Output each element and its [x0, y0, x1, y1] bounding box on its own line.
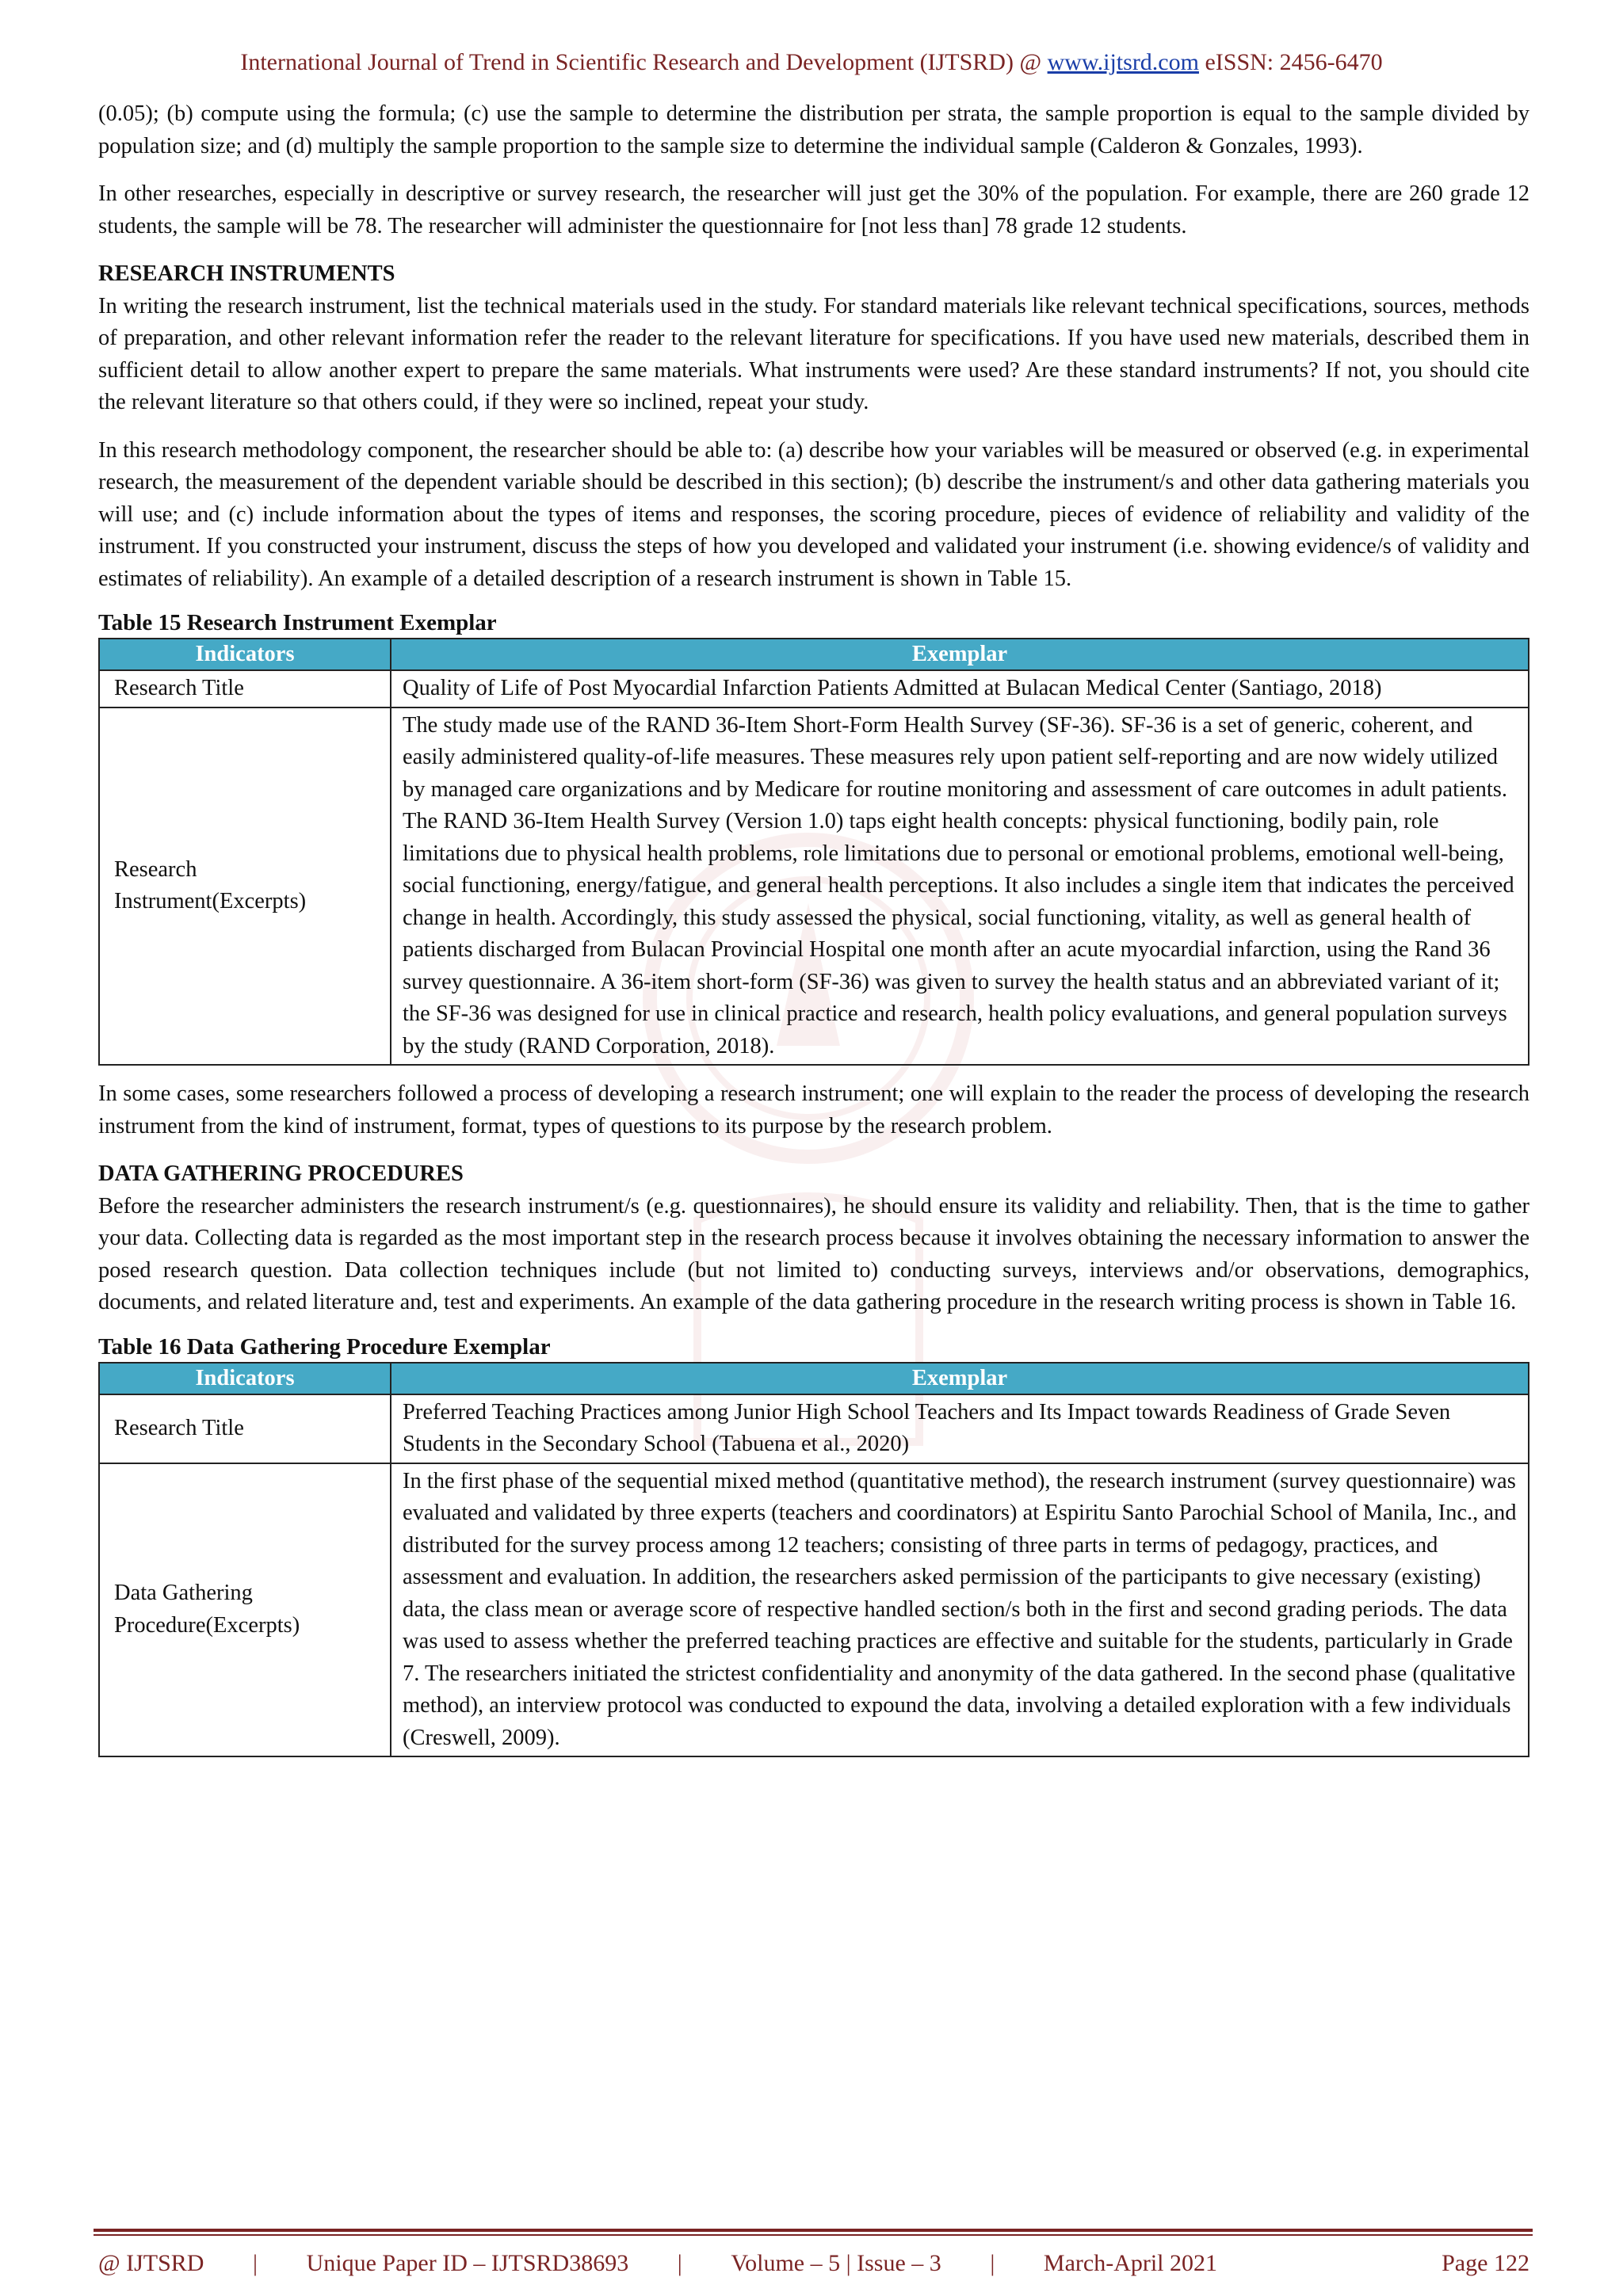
header-eissn: eISSN: 2456-6470	[1198, 49, 1383, 75]
paragraph-survey-sample: In other researches, especially in descriptive or survey research, the researcher will just get the 30% of the population. For example, there are 260 grade 12 students, the sample will be 78. The researcher will administer the questionnaire for [not less than] 78 grade 12 students.	[98, 181, 1529, 238]
footer-paper-id: Unique Paper ID – IJTSRD38693	[306, 2250, 629, 2276]
footer-page-number: Page 122	[1442, 2250, 1529, 2276]
footer-separator: |	[677, 2250, 682, 2276]
page-footer	[98, 2250, 1529, 2277]
footer-separator: |	[253, 2250, 258, 2276]
footer-rule-thick	[94, 2229, 1533, 2232]
paragraph-data-gathering: Before the researcher administers the research instrument/s (e.g. questionnaires), he should ensure its validity and reliability. Then, that is the time to gather your data. Collecting data is regarded as the most important step in the research process because it involves obtaining the necessary information to answer the posed research question. Data collection techniques include (but not limited to) conducting surveys, interviews and/or observations, demographics, documents, and related literature and, test and experiments. An example of the data gathering procedure in the research writing process is shown in Table 16.	[98, 1193, 1529, 1314]
table16-col-indicators: Indicators	[99, 1363, 391, 1394]
footer-date: March-April 2021	[1043, 2250, 1218, 2276]
journal-website-link[interactable]: www.ijtsrd.com	[1047, 49, 1199, 75]
table15-r2-exemplar: The study made use of the RAND 36-Item Short-Form Health Survey (SF-36). SF-36 is a set of generic, coherent, and easily administered quality-of-life measures. These measures rely upon patient self-reporting and are now widely utilized by managed care organizations and by Medicare for routine monitoring and assessment of care outcomes in adult patients. The RAND 36-Item Health Survey (Version 1.0) taps eight health concepts: physical functioning, bodily pain, role limitations due to physical health problems, role limitations due to personal or emotional problems, emotional well-being, social functioning, energy/fatigue, and general health perceptions. It also includes a single item that indicates the perceived change in health. Accordingly, this study assessed the physical, social functioning, vitality, as well as general health of patients discharged from Bulacan Provincial Hospital one month after an acute myocardial infarction, using the Rand 36 survey questionnaire. A 36-item short-form (SF-36) was given to survey the health status and an abbreviated variant of it; the SF-36 was designed for use in clinical practice and research, health policy evaluations, and general population surveys by the study (RAND Corporation, 2018).	[391, 707, 1529, 1066]
paragraph-methodology-component: In this research methodology component, the researcher should be able to: (a) describe how your variables will be measured or observed (e.g. in experimental research, the measurement of the dependent variable should be described in this section); (b) describe the instrument/s and other data gathering materials you will use; and (c) include information about the types of items and responses, the scoring procedure, pieces of evidence of reliability and validity of the instrument. If you constructed your instrument, discuss the steps of how you developed and validated your instrument (i.e. showing evidence/s of validity and estimates of reliability). An example of a detailed description of a research instrument is shown in Table 15.	[98, 437, 1529, 591]
table-row	[99, 707, 1529, 1066]
table-16	[98, 1362, 1529, 1758]
heading-data-gathering: DATA GATHERING PROCEDURES	[98, 1161, 464, 1186]
table16-r1-exemplar: Preferred Teaching Practices among Junior High School Teachers and Its Impact towards Readiness of Grade Seven Students in the Secondary School (Tabuena et al., 2020)	[391, 1394, 1529, 1463]
table15-r1-indicator: Research Title	[99, 670, 391, 707]
table-row	[99, 1463, 1529, 1757]
journal-header	[0, 49, 1623, 76]
table15-r1-exemplar: Quality of Life of Post Myocardial Infarction Patients Admitted at Bulacan Medical Center (Santiago, 2018)	[391, 670, 1529, 707]
paragraph-sampling-steps: (0.05); (b) compute using the formula; (c) use the sample to determine the distribution per strata, the sample proportion is equal to the sample divided by population size; and (d) multiply the sample proportion to the sample size to determine the individual sample (Calderon & Gonzales, 1993).	[98, 101, 1529, 158]
header-text: International Journal of Trend in Scientific Research and Development (IJTSRD) @	[240, 49, 1048, 75]
table16-caption: Table 16 Data Gathering Procedure Exemplar	[98, 1333, 551, 1360]
table15-col-exemplar: Exemplar	[391, 639, 1529, 670]
table-row	[99, 670, 1529, 707]
footer-spacer	[1266, 2250, 1393, 2277]
footer-rule-thin	[94, 2234, 1533, 2236]
paragraph-developing-instrument: In some cases, some researchers followed a process of developing a research instrument; one will explain to the reader the process of developing the research instrument from the kind of instrument, format, types of questions to its purpose by the research problem.	[98, 1081, 1529, 1138]
footer-volume-issue: Volume – 5 | Issue – 3	[731, 2250, 941, 2276]
table16-r1-indicator: Research Title	[99, 1394, 391, 1463]
table16-r2-indicator: Data Gathering Procedure(Excerpts)	[99, 1463, 391, 1757]
heading-research-instruments: RESEARCH INSTRUMENTS	[98, 261, 395, 286]
table16-r2-exemplar: In the first phase of the sequential mixed method (quantitative method), the research instrument (survey questionnaire) was evaluated and validated by three experts (teachers and coordinators) at Espiritu Santo Parochial School of Manila, Inc., and distributed for the survey process among 12 teachers; consisting of three parts in terms of pedagogy, practices, and assessment and evaluation. In addition, the researchers asked permission of the participants to give necessary (existing) data, the class mean or average score of respective handled section/s both in the first and second grading periods. The data was used to assess whether the preferred teaching practices are effective and suitable for the students, particularly in Grade 7. The researchers initiated the strictest confidentiality and anonymity of the data gathered. In the second phase (qualitative method), an interview protocol was conducted to expound the data, involving a detailed exploration with a few individuals (Creswell, 2009).	[391, 1463, 1529, 1757]
footer-journal: @ IJTSRD	[98, 2250, 204, 2276]
table16-col-exemplar: Exemplar	[391, 1363, 1529, 1394]
table-row	[99, 1394, 1529, 1463]
table-15	[98, 638, 1529, 1066]
paragraph-instruments-intro: In writing the research instrument, list the technical materials used in the study. For standard materials like relevant technical specifications, sources, methods of preparation, and other relevant information refer the reader to the relevant literature for specifications. If you have used new materials, described them in sufficient detail to allow another expert to prepare the same materials. What instruments were used? Are these standard instruments? If not, you should cite the relevant literature so that others could, if they were so inclined, repeat your study.	[98, 293, 1529, 414]
footer-separator: |	[990, 2250, 995, 2276]
table15-r2-indicator: Research Instrument(Excerpts)	[99, 707, 391, 1066]
table16-header-row	[99, 1363, 1529, 1394]
table15-col-indicators: Indicators	[99, 639, 391, 670]
main-content	[98, 98, 1529, 1757]
table15-caption: Table 15 Research Instrument Exemplar	[98, 610, 497, 635]
table15-header-row	[99, 639, 1529, 670]
